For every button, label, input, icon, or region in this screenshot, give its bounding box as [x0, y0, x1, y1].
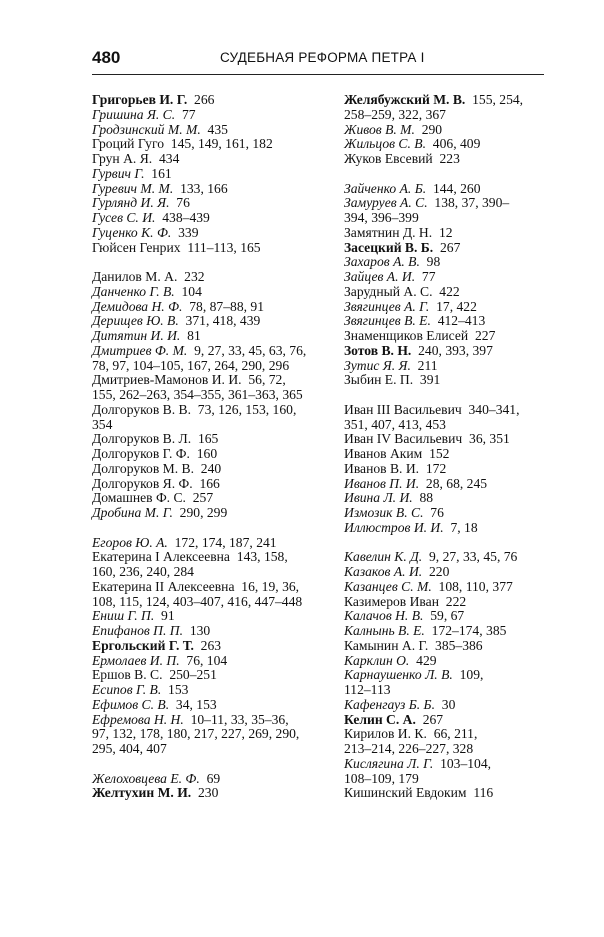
index-entry	[344, 314, 558, 329]
index-entry	[344, 565, 558, 580]
index-entry	[92, 373, 340, 403]
index-entry	[92, 491, 340, 506]
entry-pages: 78, 87–88, 91	[189, 298, 264, 314]
entry-name: Долгоруков Г. Ф.	[92, 446, 190, 461]
entry-pages: 30	[441, 696, 456, 712]
index-entry	[344, 609, 558, 624]
entry-name: Гришина Я. С.	[92, 106, 176, 122]
entry-pages: 69	[206, 770, 221, 786]
index-entry	[344, 300, 558, 315]
entry-name: Иванов П. И.	[344, 475, 420, 491]
entry-pages: 16, 19, 36,	[241, 578, 300, 594]
entry-name: Иллюстров И. И.	[344, 519, 444, 535]
index-entry	[344, 403, 558, 433]
entry-name: Домашнев Ф. С.	[92, 490, 186, 506]
entry-name: Долгоруков В. Л.	[92, 431, 192, 447]
entry-pages: 9, 27, 33, 45, 76	[428, 549, 518, 565]
entry-pages: 12	[438, 224, 453, 240]
index-entry	[92, 786, 340, 801]
entry-name: Ениш Г. П.	[92, 608, 155, 624]
index-entry	[344, 506, 558, 521]
entry-pages: 56, 72,	[248, 372, 286, 388]
entry-pages: 34, 153	[175, 696, 217, 712]
entry-name: Замуруев А. С.	[344, 195, 428, 211]
entry-pages: 76	[430, 505, 444, 520]
entry-name: Ергольский Г. Т.	[92, 637, 194, 653]
entry-pages-continued: 295, 404, 407	[92, 741, 167, 756]
index-entry	[92, 580, 340, 610]
entry-pages: 422	[439, 283, 460, 299]
section-gap	[92, 255, 340, 270]
entry-name: Екатерина I Алексеевна	[92, 549, 230, 565]
index-entry	[92, 182, 340, 197]
entry-pages: 103–104,	[440, 755, 492, 771]
entry-name: Егоров Ю. А.	[92, 534, 168, 550]
section-gap	[344, 167, 558, 182]
entry-name: Зарудный А. С.	[344, 283, 433, 299]
entry-pages: 76, 104	[186, 652, 228, 668]
entry-name: Карклин О.	[344, 652, 410, 668]
entry-name: Зутис Я. Я.	[344, 357, 411, 373]
index-entry	[344, 668, 558, 698]
entry-pages: 165	[197, 431, 219, 447]
entry-pages: 250–251	[169, 667, 217, 683]
entry-name: Иван IV Васильевич	[344, 431, 463, 447]
index-entry	[344, 698, 558, 713]
entry-pages-continued: 394, 396–399	[344, 210, 419, 225]
entry-pages: 143, 158,	[236, 549, 288, 565]
index-entry	[344, 550, 558, 565]
index-entry	[92, 639, 340, 654]
entry-pages-continued: 354	[92, 416, 113, 432]
index-entry	[344, 462, 558, 477]
entry-pages: 104	[181, 283, 202, 299]
entry-pages: 172–174, 385	[431, 623, 507, 638]
entry-pages: 145, 149, 161, 182	[170, 136, 273, 152]
entry-name: Кислягина Л. Г.	[344, 755, 434, 771]
entry-pages: 172	[425, 460, 447, 476]
index-entry	[92, 93, 340, 108]
entry-pages: 240	[200, 460, 222, 476]
entry-pages-continued: 213–214, 226–227, 328	[344, 741, 474, 756]
index-entry	[344, 285, 558, 300]
entry-pages: 36, 351	[469, 431, 510, 447]
entry-name: Данилов М. А.	[92, 269, 178, 284]
entry-pages-continued: 97, 132, 178, 180, 217, 227, 269, 290,	[92, 726, 300, 742]
index-entry	[344, 123, 558, 138]
index-entry	[344, 329, 558, 344]
entry-pages: 172, 174, 187, 241	[174, 534, 277, 550]
entry-pages-continued: 160, 236, 240, 284	[92, 564, 194, 579]
index-entry	[344, 432, 558, 447]
entry-name: Григорьев И. Г.	[92, 92, 188, 107]
entry-name: Гуценко К. Ф.	[92, 224, 172, 240]
section-gap	[92, 521, 340, 536]
entry-pages: 227	[474, 328, 496, 343]
index-entry	[344, 359, 558, 374]
entry-name: Казаков А. И.	[344, 564, 423, 579]
entry-pages: 133, 166	[180, 180, 228, 196]
entry-pages: 230	[197, 785, 219, 801]
index-entry	[92, 226, 340, 241]
index-entry	[92, 167, 340, 182]
entry-name: Ершов В. С.	[92, 667, 163, 683]
entry-pages: 267	[439, 239, 461, 255]
index-entry	[92, 270, 340, 285]
entry-name: Засецкий В. Б.	[344, 239, 434, 255]
entry-name: Гроций Гуго	[92, 136, 164, 152]
entry-pages: 91	[161, 608, 175, 624]
entry-name: Гурлянд И. Я.	[92, 195, 170, 211]
entry-name: Зайченко А. Б.	[344, 180, 427, 196]
entry-name: Жильцов С. В.	[344, 136, 426, 152]
entry-name: Иванов Аким	[344, 446, 423, 461]
index-entry	[344, 477, 558, 492]
index-entry	[92, 654, 340, 669]
entry-name: Калачов Н. В.	[344, 608, 424, 624]
index-entry	[92, 403, 340, 433]
entry-pages: 152	[429, 446, 450, 461]
entry-pages: 153	[168, 682, 189, 697]
entry-pages: 429	[416, 652, 437, 668]
entry-pages: 340–341,	[468, 401, 520, 417]
entry-name: Зайцев А. И.	[344, 269, 416, 284]
entry-pages: 109,	[459, 667, 484, 683]
index-column-left	[92, 93, 340, 801]
entry-pages: 222	[445, 593, 467, 609]
entry-pages: 116	[473, 785, 494, 801]
entry-pages: 290	[421, 121, 443, 137]
index-entry	[344, 182, 558, 197]
running-title: СУДЕБНАЯ РЕФОРМА ПЕТРА I	[220, 50, 425, 65]
index-column-right	[344, 93, 558, 801]
entry-name: Измозик В. С.	[344, 505, 424, 520]
entry-pages: 406, 409	[432, 136, 481, 152]
index-entry	[92, 698, 340, 713]
index-entry	[92, 123, 340, 138]
index-entry	[92, 329, 340, 344]
index-entry	[344, 757, 558, 787]
entry-name: Дробина М. Г.	[92, 505, 173, 520]
entry-name: Захаров А. В.	[344, 254, 420, 270]
section-gap	[344, 536, 558, 551]
entry-pages: 240, 393, 397	[418, 342, 493, 358]
index-entry	[344, 654, 558, 669]
entry-name: Камынин А. Г.	[344, 637, 429, 653]
entry-pages: 263	[200, 637, 222, 653]
entry-name: Гуревич М. М.	[92, 180, 174, 196]
entry-name: Кавелин К. Д.	[344, 549, 423, 565]
entry-name: Желябужский М. В.	[344, 92, 466, 107]
index-entry	[92, 683, 340, 698]
entry-name: Желтухин М. И.	[92, 785, 192, 801]
entry-name: Калнынь В. Е.	[344, 623, 425, 638]
index-entry	[344, 270, 558, 285]
index-entry	[92, 241, 340, 256]
entry-name: Живов В. М.	[344, 121, 415, 137]
entry-name: Кирилов И. К.	[344, 726, 427, 742]
index-entry	[344, 713, 558, 728]
index-entry	[344, 639, 558, 654]
index-entry	[92, 432, 340, 447]
index-entry	[92, 772, 340, 787]
entry-pages: 371, 418, 439	[185, 313, 261, 329]
entry-name: Ивина Л. И.	[344, 490, 413, 506]
entry-pages-continued: 108–109, 179	[344, 770, 419, 786]
entry-pages: 438–439	[162, 210, 210, 225]
entry-name: Ефремова Н. Н.	[92, 711, 184, 727]
index-entry	[344, 447, 558, 462]
entry-pages: 59, 67	[430, 608, 465, 624]
entry-pages: 339	[178, 224, 199, 240]
entry-name: Замятнин Д. Н.	[344, 224, 433, 240]
entry-pages: 155, 254,	[472, 92, 524, 107]
entry-name: Грун А. Я.	[92, 151, 153, 166]
section-gap	[92, 757, 340, 772]
entry-pages: 161	[151, 165, 172, 181]
entry-pages: 10–11, 33, 35–36,	[190, 711, 289, 727]
index-entry	[92, 462, 340, 477]
entry-pages: 267	[422, 711, 444, 727]
entry-name: Дерищев Ю. В.	[92, 313, 179, 329]
index-entry	[92, 624, 340, 639]
entry-name: Зыбин Е. П.	[344, 372, 414, 388]
entry-pages: 257	[192, 490, 214, 506]
entry-name: Иван III Васильевич	[344, 401, 462, 417]
entry-name: Долгоруков В. В.	[92, 401, 191, 417]
page-header	[92, 44, 542, 72]
index-entry	[344, 93, 558, 123]
index-entry	[344, 624, 558, 639]
index-entry	[92, 285, 340, 300]
index-entry	[344, 727, 558, 757]
entry-name: Екатерина II Алексеевна	[92, 578, 235, 594]
entry-pages: 130	[189, 623, 211, 638]
entry-pages: 211	[417, 357, 438, 373]
entry-pages-continued: 155, 262–263, 354–355, 361–363, 365	[92, 387, 303, 402]
entry-name: Долгоруков М. В.	[92, 460, 194, 476]
entry-pages-continued: 351, 407, 413, 453	[344, 416, 446, 432]
entry-pages: 28, 68, 245	[425, 475, 488, 491]
entry-pages: 98	[426, 254, 441, 270]
entry-name: Гурвич Г.	[92, 165, 145, 181]
entry-name: Знаменщиков Елисей	[344, 328, 469, 343]
entry-pages: 111–113, 165	[187, 239, 261, 255]
entry-name: Дитятин И. И.	[92, 328, 181, 343]
index-entry	[344, 241, 558, 256]
index-entry	[92, 477, 340, 492]
header-rule	[92, 74, 544, 75]
index-entry	[344, 373, 558, 388]
entry-name: Дмитриев Ф. М.	[92, 342, 188, 358]
entry-name: Желоховцева Е. Ф.	[92, 770, 200, 786]
entry-name: Гусев С. И.	[92, 210, 156, 225]
index-entry	[344, 344, 558, 359]
entry-pages: 138, 37, 390–	[434, 195, 510, 211]
index-entry	[92, 668, 340, 683]
index-entry	[344, 255, 558, 270]
entry-name: Звягинцев А. Г.	[344, 298, 430, 314]
entry-name: Кишинский Евдоким	[344, 785, 467, 801]
entry-pages: 73, 126, 153, 160,	[197, 401, 297, 417]
index-entry	[92, 196, 340, 211]
entry-name: Карнаушенко Л. В.	[344, 667, 453, 683]
entry-name: Долгоруков Я. Ф.	[92, 475, 193, 491]
entry-pages: 232	[184, 269, 205, 284]
entry-name: Иванов В. И.	[344, 460, 420, 476]
entry-name: Есипов Г. В.	[92, 682, 162, 697]
index-entry	[344, 580, 558, 595]
entry-name: Зотов В. Н.	[344, 342, 412, 358]
index-entry	[344, 226, 558, 241]
entry-name: Гюйсен Генрих	[92, 239, 181, 255]
entry-pages-continued: 112–113	[344, 682, 391, 697]
entry-pages: 9, 27, 33, 45, 63, 76,	[194, 342, 307, 358]
entry-pages: 17, 422	[436, 298, 477, 314]
index-entry	[92, 152, 340, 167]
entry-pages: 160	[196, 446, 218, 461]
entry-name: Келин С. А.	[344, 711, 416, 727]
entry-pages: 290, 299	[179, 505, 228, 520]
entry-pages-continued: 108, 115, 124, 403–407, 416, 447–448	[92, 593, 303, 609]
entry-name: Звягинцев В. Е.	[344, 313, 431, 329]
index-entry	[92, 536, 340, 551]
entry-pages: 391	[419, 372, 441, 388]
entry-pages: 77	[181, 106, 196, 122]
index-entry	[92, 137, 340, 152]
entry-pages: 88	[419, 490, 434, 506]
entry-pages: 166	[199, 475, 220, 491]
entry-pages: 385–386	[435, 637, 483, 653]
entry-pages: 77	[421, 269, 436, 284]
entry-name: Жуков Евсевий	[344, 151, 433, 166]
index-entry	[344, 491, 558, 506]
entry-pages-continued: 258–259, 322, 367	[344, 106, 446, 122]
entry-name: Ефимов С. В.	[92, 696, 170, 712]
index-entry	[92, 506, 340, 521]
index-entry	[344, 521, 558, 536]
entry-name: Казанцев С. М.	[344, 578, 432, 594]
index-entry	[344, 196, 558, 226]
index-entry	[92, 344, 340, 374]
entry-pages: 144, 260	[432, 180, 481, 196]
index-entry	[92, 300, 340, 315]
entry-pages: 108, 110, 377	[438, 578, 513, 594]
entry-pages: 7, 18	[450, 519, 478, 535]
entry-name: Казимеров Иван	[344, 593, 439, 609]
section-gap	[344, 388, 558, 403]
entry-pages: 266	[194, 92, 215, 107]
index-entry	[344, 786, 558, 801]
entry-name: Епифанов П. П.	[92, 623, 184, 638]
index-entry	[92, 211, 340, 226]
entry-pages-continued: 78, 97, 104–105, 167, 264, 290, 296	[92, 357, 290, 373]
index-entry	[92, 314, 340, 329]
index-entry	[344, 152, 558, 167]
entry-pages: 81	[187, 328, 201, 343]
entry-name: Демидова Н. Ф.	[92, 298, 183, 314]
index-entry	[92, 550, 340, 580]
entry-pages: 66, 211,	[433, 726, 478, 742]
entry-name: Дмитриев-Мамонов И. И.	[92, 372, 242, 388]
entry-name: Ермолаев И. П.	[92, 652, 180, 668]
entry-name: Гродзинский М. М.	[92, 121, 201, 137]
index-entry	[344, 137, 558, 152]
index-entry	[92, 447, 340, 462]
page-number: 480	[92, 48, 121, 67]
index-entry	[92, 609, 340, 624]
entry-pages: 435	[207, 121, 228, 137]
entry-name: Данченко Г. В.	[92, 283, 175, 299]
entry-pages: 76	[176, 195, 190, 211]
entry-pages: 434	[158, 151, 180, 166]
index-entry	[92, 108, 340, 123]
entry-name: Кафенгауз Б. Б.	[344, 696, 435, 712]
entry-pages: 220	[428, 564, 450, 579]
entry-pages: 412–413	[437, 313, 486, 329]
entry-pages: 223	[439, 151, 460, 166]
index-entry	[344, 595, 558, 610]
index-entry	[92, 713, 340, 757]
